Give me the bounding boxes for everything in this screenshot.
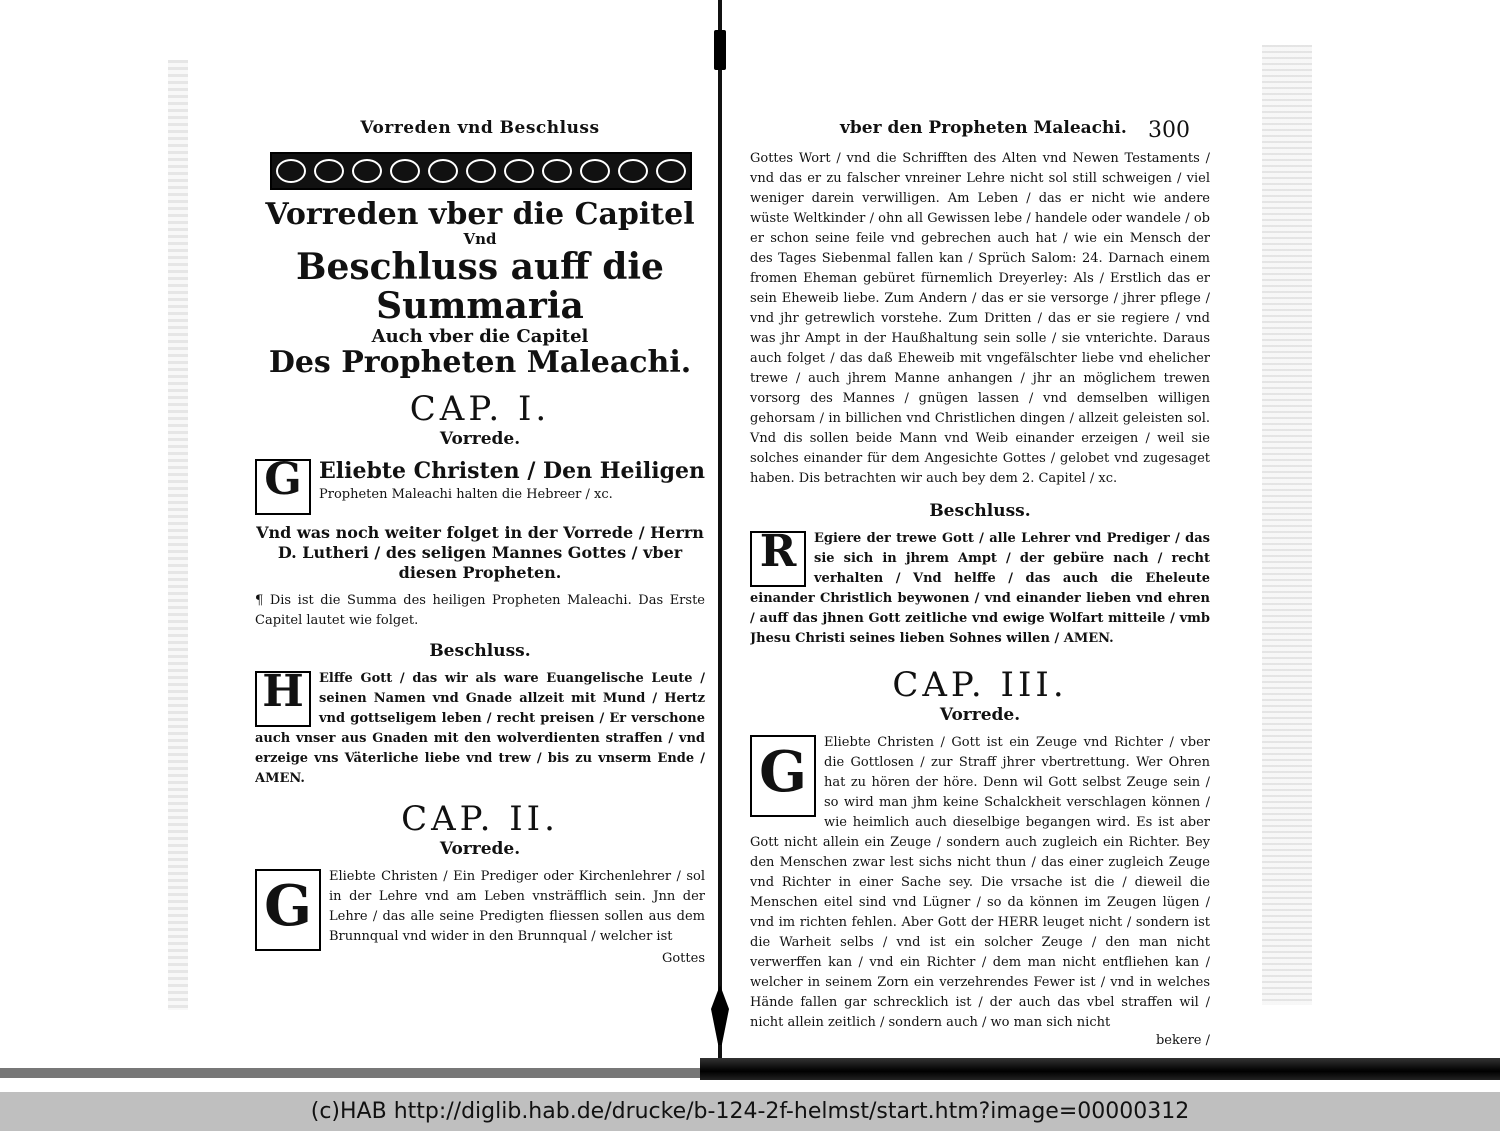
vorrede-continuation: Vnd was noch weiter folget in der Vorrede / Herrn D. Lutheri / des seligen Mannes Gottes / vber diesen Propheten. [256,523,704,583]
catchword: bekere / [1155,1033,1210,1048]
dropcap-initial: G [255,869,321,951]
scan-bottom-edge-right [700,1058,1500,1080]
beschluss-heading: Beschluss. [429,641,531,662]
chapter-heading-1: CAP. I. [409,389,551,430]
dropcap-initial: R [750,531,806,587]
lead-line: Eliebte Christen / Den Heiligen [319,458,705,485]
cap1-lead [255,457,705,515]
beschluss-block [750,529,1210,649]
chapter-heading-2: CAP. II. [401,799,559,840]
cap3-block [750,733,1210,1033]
intro-text: Gottes Wort / vnd die Schrifften des Alten vnd Newen Testaments / vnd das er zu falscher vnreiner Lehre nicht sol still schweigen / viel weniger darein verwilligen. Am Leben / das er nicht wie andere wüste Weltkinder / ohn all Gewissen lebe / handele oder wandele / ob er schon seine feile vnd gebrechen auch hat / wie ein Mensch der des Tages Siebenmal fallen kan / Sprüch Salom: 24. Darnach einem fromen Eheman gebüret fürnemlich Dreyerley: Als / Erstlich das er sein Eheweib liebe. Zum Andern / das er sie versorge / jhrer pflege / vnd jhr getrewlich vorstehe. Zum Dritten / das er sie regiere / vnd was jhr Ampt in der Haußhaltung sein solle / sie vnterichte. Daraus auch folget / das daß Eheweib mit vngefälschter liebe vnd ehelicher trewe / auch jhrem Manne anhangen / jhr an möglichem trewen vorsorg des Mannes / gnügen lassen / vnd demselben willigen gehorsam / in billichen vnd Christlichen dingen / allzeit geleisten sol. Vnd dis sollen beide Mann vnd Weib einander erzeigen / weil sie solches einander für dem Angesichte Gottes / gelobet vnd zugesaget haben. Dis betrachten wir auch bey dem 2. Capitel / xc. [750,151,1210,486]
book-gutter [714,0,726,1070]
cap3-text: Eliebte Christen / Gott ist ein Zeuge vnd Richter / vber die Gottlosen / zur Straff jhrer vbertrettung. Wer Ohren hat zu hören der höre. Denn wil Gott selbst Zeuge sein / so wird man jhm keine Schalckheit verschlagen können / wie heimlich auch dieselbige begangen wird. Es ist aber Gott nicht allein ein Zeuge / sondern auch zugleich ein Richter. Bey den Menschen zwar lest sichs nicht thun / das einer zugleich Zeuge vnd Richter in einer Sache sey. Die vrsache ist die / dieweil die Menschen eitel sind vnd Lügner / so da können im Zeugen lügen / vnd im richten fehlen. Aber Gott der HERR leuget nicht / sondern ist die Warheit selbs / vnd ist ein solcher Zeuge / den man nicht verwerffen kan / vnd ein Richter / dem man nicht entfliehen kan / welcher in seinem Zorn ein verzehrendes Fewer ist / vnd in welches Hände fallen gar schrecklich ist / der auch das vbel straffen wil / nicht allein zeitlich / sondern auch / wo man sich nicht [750,735,1210,1030]
ornament-band [270,152,692,190]
scan-bottom-edge-left [0,1068,720,1078]
chapter-subheading-3: Vorrede. [939,705,1021,725]
beschluss-text: Egiere der trewe Gott / alle Lehrer vnd Prediger / das sie sich in jhrem Ampt / der gebüre nach / recht verhalten / Vnd helffe / das auch die Eheleute einander Christlich beywonen / vnd einander lieben vnd ehren / auff das jhnen Gott zeitliche vnd ewige Wolfart mitteile / vmb Jhesu Christi seines lieben Sohnes willen / AMEN. [750,531,1210,646]
folio-number: 300 [1148,118,1190,143]
running-head: Vorreden vnd Beschluss [360,118,600,138]
right-page [750,118,1210,1048]
dropcap-initial: G [255,459,311,515]
beschluss-block [255,669,705,789]
running-head-text: vber den Propheten Maleachi. [840,118,1127,138]
title-line-4: Des Propheten Maleachi. [268,345,692,381]
title-line-3: Auch vber die Capitel [371,325,589,347]
title-line-1: Vorreden vber die Capitel [265,197,695,232]
copyright-footer: (c)HAB http://diglib.hab.de/drucke/b-124-2f-helmst/start.htm?image=00000312 [0,1092,1500,1131]
summary-note: ¶ Dis ist die Summa des heiligen Propheten Maleachi. Das Erste Capitel lautet wie folget. [255,593,705,629]
dropcap-initial: H [255,671,311,727]
scan-edge-left [168,60,188,1010]
chapter-subheading-1: Vorrede. [439,429,521,450]
dropcap-initial: G [750,735,816,817]
title-und: Vnd [463,230,497,248]
running-head [750,118,1210,143]
catchword: Gottes [661,951,705,967]
beschluss-text: Elffe Gott / das wir als ware Euangelische Leute / seinen Namen vnd Gnade allzeit mit Mund / Hertz vnd gottseligem leben / recht preisen / Er verschone auch vnser aus Gnaden mit den wolverdienten straffen / vnd erzeige vns Väterliche liebe vnd trew / bis zu vnserm Ende / AMEN. [255,671,705,787]
lead-line-2: Propheten Maleachi halten die Hebreer / xc. [319,487,613,503]
cap2-text: Eliebte Christen / Ein Prediger oder Kirchenlehrer / sol in der Lehre vnd am Leben vnsträfflich sein. Jnn der Lehre / das alle seine Predigten fliessen sollen aus dem Brunnqual vnd wider in den Brunnqual / welcher ist [329,869,705,945]
beschluss-heading: Beschluss. [929,501,1031,521]
title-line-2: Beschluss auff die Summaria [296,245,664,328]
cap2-block [255,867,705,951]
chapter-heading-3: CAP. III. [892,665,1068,705]
left-page [255,118,705,966]
scan-edge-right [1262,45,1312,1005]
chapter-subheading-2: Vorrede. [439,839,521,860]
